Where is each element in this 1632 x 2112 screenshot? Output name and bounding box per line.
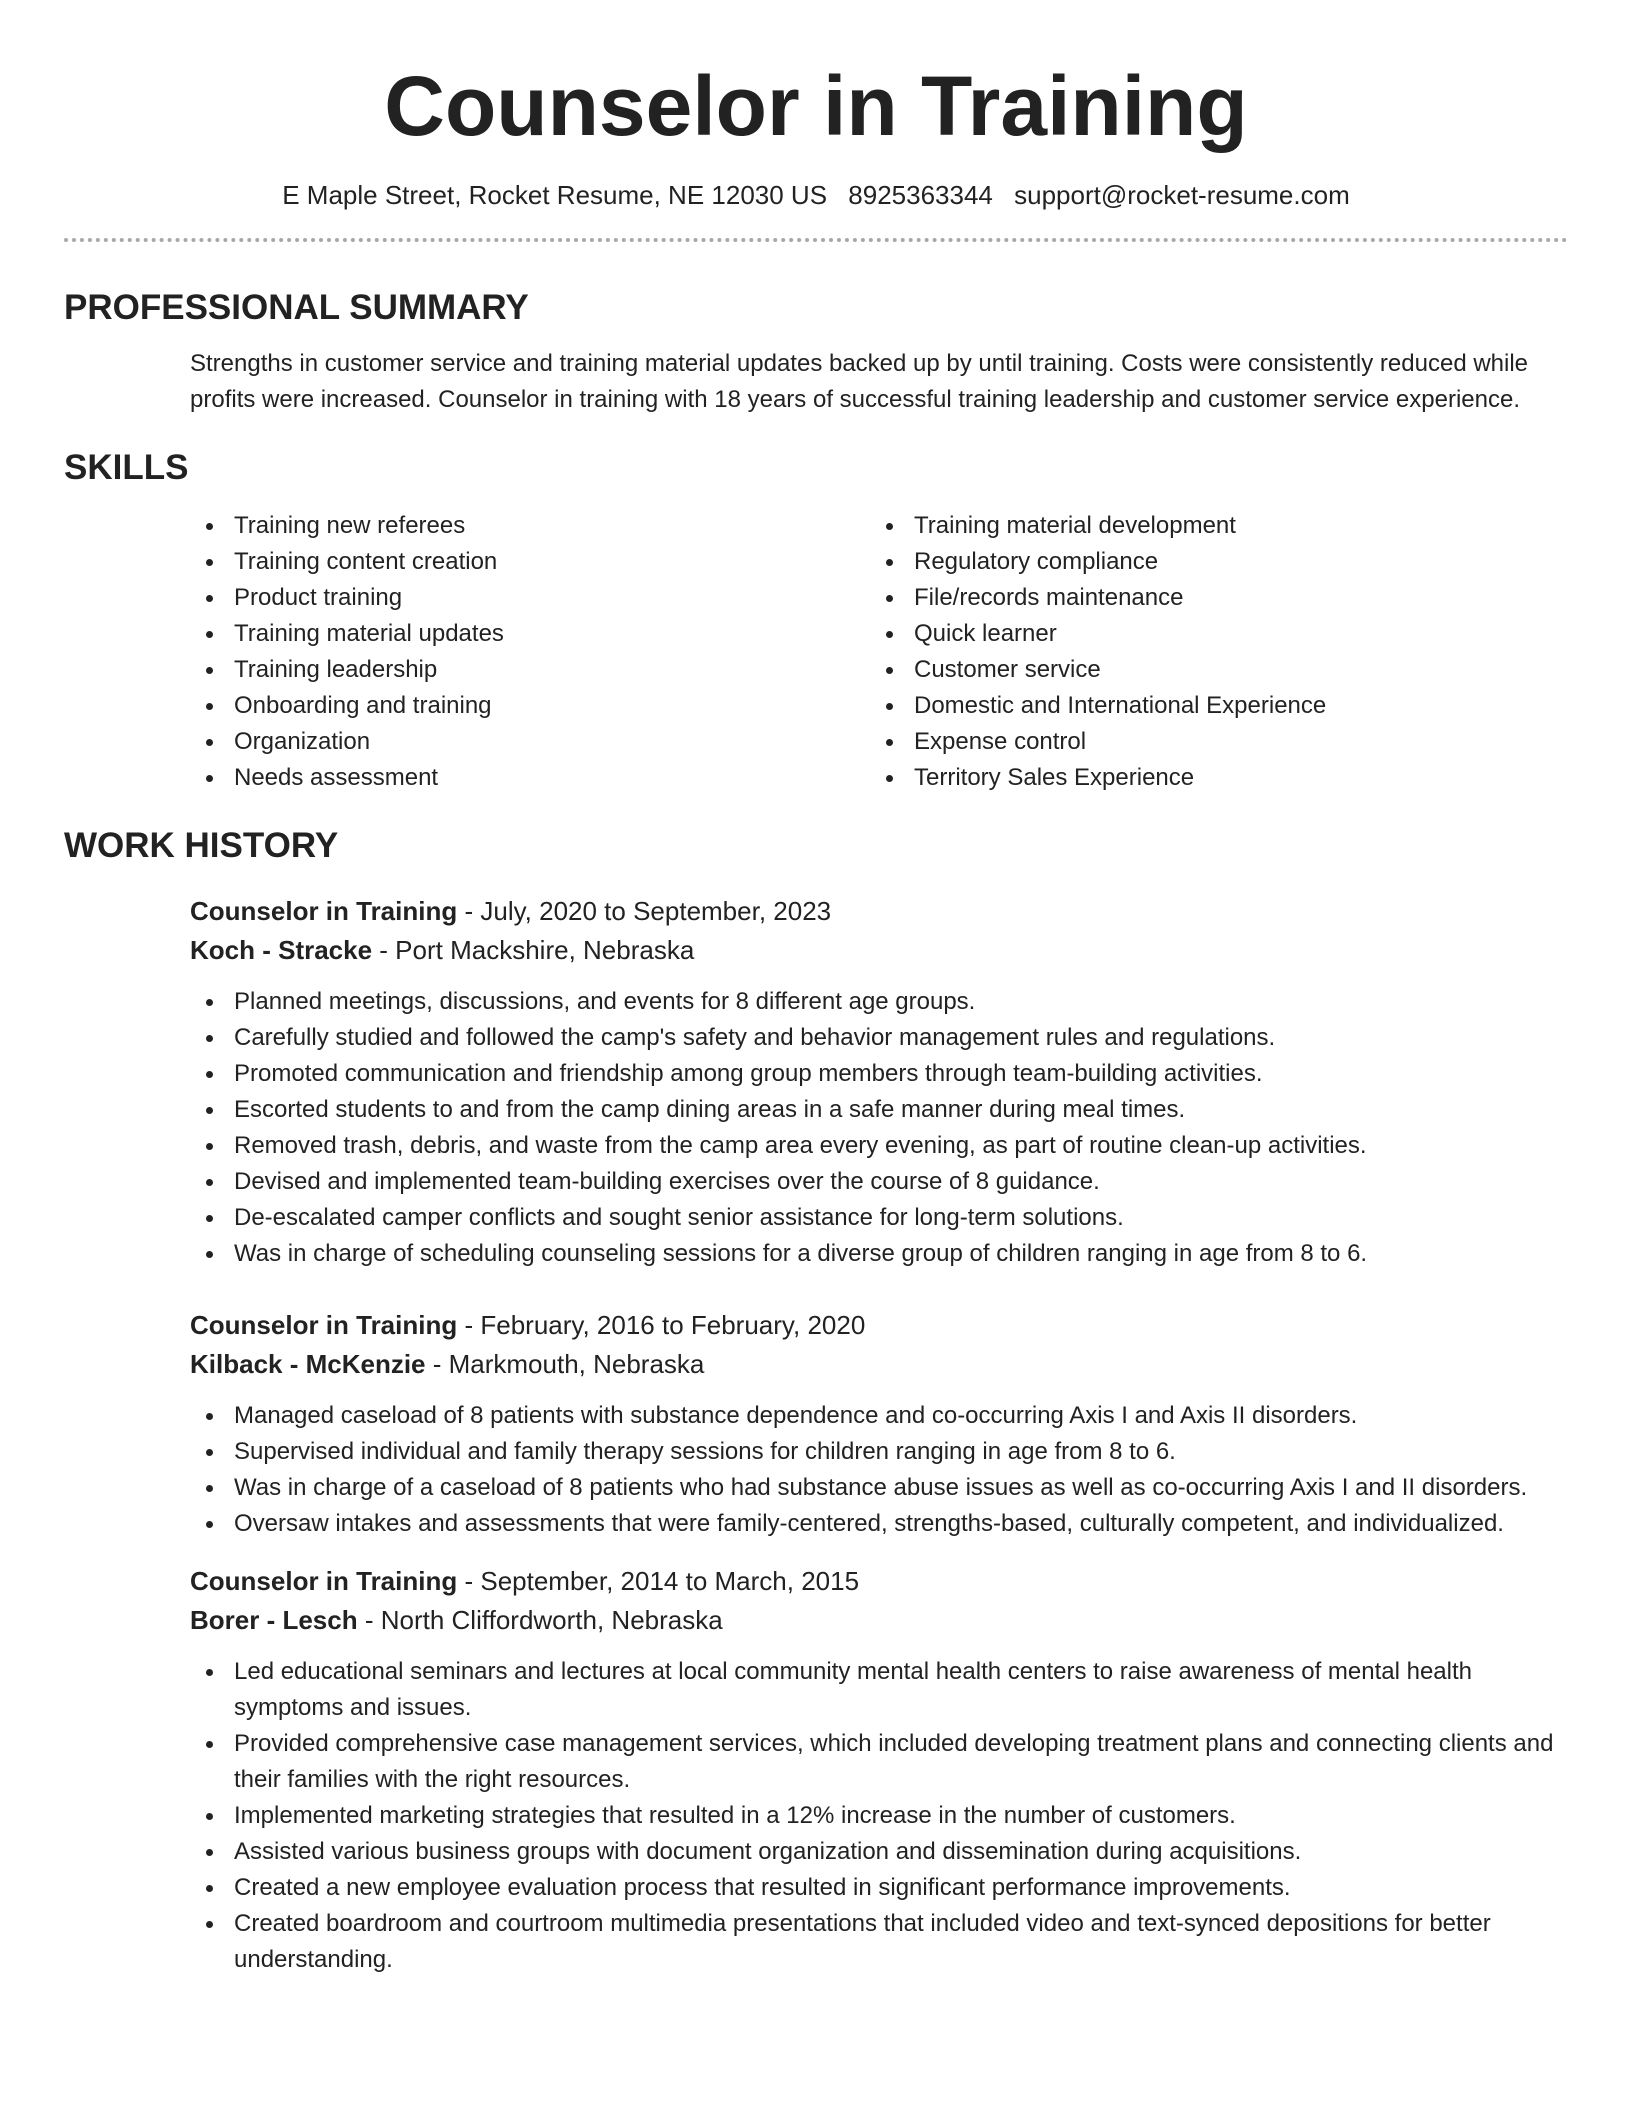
- work-history-heading: WORK HISTORY: [64, 826, 339, 865]
- job-title-line: [190, 1306, 1568, 1345]
- job-bullet: De-escalated camper conflicts and sought senior assistance for long-term solutions.: [190, 1200, 1568, 1236]
- job-bullet: Oversaw intakes and assessments that were family-centered, strengths-based, culturally competent, and individualized.: [190, 1506, 1568, 1542]
- job-location: - Markmouth, Nebraska: [425, 1349, 705, 1379]
- job-company-line: [190, 1601, 1568, 1640]
- job-entry: [190, 1306, 1568, 1542]
- job-company: Kilback - McKenzie: [190, 1349, 426, 1379]
- skills-column-left: [190, 508, 870, 796]
- job-bullet: Assisted various business groups with document organization and dissemination during acquisitions.: [190, 1834, 1568, 1870]
- job-company-line: [190, 931, 1568, 970]
- job-bullet: Led educational seminars and lectures at local community mental health centers to raise awareness of mental health symptoms and issues.: [190, 1654, 1568, 1726]
- job-location: - Port Mackshire, Nebraska: [372, 935, 695, 965]
- job-dates: - July, 2020 to September, 2023: [457, 896, 832, 926]
- skill-item: Training content creation: [190, 544, 870, 580]
- job-bullets: [190, 984, 1568, 1272]
- job-dates: - February, 2016 to February, 2020: [457, 1310, 866, 1340]
- job-company: Borer - Lesch: [190, 1605, 358, 1635]
- skill-item: Training material updates: [190, 616, 870, 652]
- job-bullet: Removed trash, debris, and waste from the camp area every evening, as part of routine clean-up activities.: [190, 1128, 1568, 1164]
- job-bullet: Created boardroom and courtroom multimedia presentations that included video and text-synced depositions for better understanding.: [190, 1906, 1568, 1978]
- skill-item: Territory Sales Experience: [870, 760, 1326, 796]
- header-divider: [64, 238, 1568, 242]
- skill-item: Quick learner: [870, 616, 1326, 652]
- skill-item: Regulatory compliance: [870, 544, 1326, 580]
- job-company: Koch - Stracke: [190, 935, 373, 965]
- contact-line: [64, 178, 1568, 212]
- skill-item: Training new referees: [190, 508, 870, 544]
- skill-item: Product training: [190, 580, 870, 616]
- skill-item: File/records maintenance: [870, 580, 1326, 616]
- job-bullets: [190, 1398, 1568, 1542]
- job-bullet: Carefully studied and followed the camp's safety and behavior management rules and regulations.: [190, 1020, 1568, 1056]
- skills-column-right: [870, 508, 1326, 796]
- summary-heading: PROFESSIONAL SUMMARY: [64, 288, 529, 327]
- skill-item: Needs assessment: [190, 760, 870, 796]
- job-role: Counselor in Training: [190, 1566, 458, 1596]
- skills-heading: SKILLS: [64, 448, 189, 487]
- job-dates: - September, 2014 to March, 2015: [457, 1566, 860, 1596]
- job-bullet: Implemented marketing strategies that resulted in a 12% increase in the number of customers.: [190, 1798, 1568, 1834]
- resume-name: Counselor in Training: [384, 59, 1248, 153]
- job-bullets: [190, 1654, 1568, 1978]
- job-bullet: Was in charge of scheduling counseling sessions for a diverse group of children ranging in age from 8 to 6.: [190, 1236, 1568, 1272]
- job-role: Counselor in Training: [190, 1310, 458, 1340]
- summary-text: Strengths in customer service and training material updates backed up by until training. Costs were consistently reduced while profits were increased. Counselor in training with 18 years of successful training leadership and customer service experience.: [190, 350, 1529, 413]
- job-entry: [190, 892, 1568, 1272]
- job-bullet: Managed caseload of 8 patients with substance dependence and co-occurring Axis I and Axis II disorders.: [190, 1398, 1568, 1434]
- contact-address: E Maple Street, Rocket Resume, NE 12030 US: [282, 180, 828, 210]
- skill-item: Training leadership: [190, 652, 870, 688]
- skills-list: [190, 508, 1568, 796]
- job-bullet: Created a new employee evaluation process that resulted in significant performance improvements.: [190, 1870, 1568, 1906]
- skill-item: Training material development: [870, 508, 1326, 544]
- skill-item: Domestic and International Experience: [870, 688, 1326, 724]
- job-title-line: [190, 1562, 1568, 1601]
- job-bullet: Supervised individual and family therapy sessions for children ranging in age from 8 to 6.: [190, 1434, 1568, 1470]
- skill-item: Organization: [190, 724, 870, 760]
- skill-item: Onboarding and training: [190, 688, 870, 724]
- job-bullet: Promoted communication and friendship among group members through team-building activities.: [190, 1056, 1568, 1092]
- job-company-line: [190, 1345, 1568, 1384]
- job-bullet: Escorted students to and from the camp dining areas in a safe manner during meal times.: [190, 1092, 1568, 1128]
- job-entry: [190, 1562, 1568, 1978]
- skill-item: Customer service: [870, 652, 1326, 688]
- job-bullet: Was in charge of a caseload of 8 patients who had substance abuse issues as well as co-occurring Axis I and II disorders.: [190, 1470, 1568, 1506]
- job-bullet: Provided comprehensive case management services, which included developing treatment plans and connecting clients and their families with the right resources.: [190, 1726, 1568, 1798]
- job-title-line: [190, 892, 1568, 931]
- job-location: - North Cliffordworth, Nebraska: [357, 1605, 723, 1635]
- contact-email: support@rocket-resume.com: [1014, 180, 1350, 210]
- job-role: Counselor in Training: [190, 896, 458, 926]
- job-bullet: Devised and implemented team-building exercises over the course of 8 guidance.: [190, 1164, 1568, 1200]
- contact-phone: 8925363344: [848, 180, 993, 210]
- skill-item: Expense control: [870, 724, 1326, 760]
- job-bullet: Planned meetings, discussions, and events for 8 different age groups.: [190, 984, 1568, 1020]
